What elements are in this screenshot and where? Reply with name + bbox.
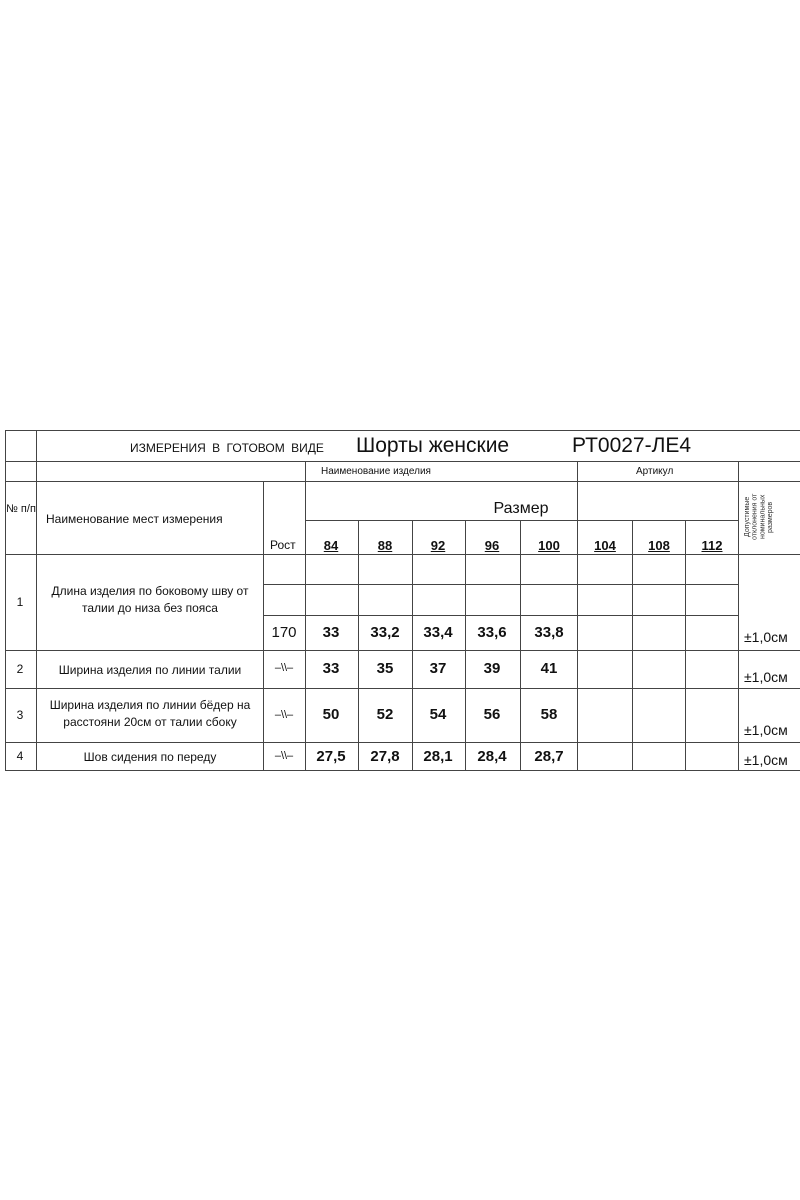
row-height: –\\– (274, 662, 294, 674)
row-value: 41 (540, 660, 558, 677)
row-value: 33,2 (370, 624, 400, 641)
row-tolerance: ±1,0см (744, 722, 788, 738)
grid-line (5, 742, 800, 743)
grid-line (305, 520, 738, 521)
grid-line (5, 688, 800, 689)
row-value: 33,4 (423, 624, 453, 641)
row-value: 37 (429, 660, 447, 677)
row-value: 58 (540, 706, 558, 723)
grid-line (263, 481, 264, 770)
row-value: 28,7 (534, 748, 564, 765)
grid-line (738, 461, 739, 770)
row-measure-name: Ширина изделия по линии талии (58, 663, 242, 677)
grid-line (5, 430, 6, 770)
article-code: РТ0027-ЛЕ4 (572, 434, 692, 457)
row-height: 170 (271, 624, 297, 641)
grid-line (685, 520, 686, 770)
row-number: 2 (16, 662, 24, 676)
grid-line (263, 615, 738, 616)
row-number: 4 (16, 749, 24, 763)
grid-line (358, 520, 359, 770)
row-value: 28,4 (477, 748, 507, 765)
size-header: 88 (377, 538, 393, 553)
grid-line (263, 584, 738, 585)
grid-line (5, 554, 800, 555)
row-value: 39 (483, 660, 501, 677)
grid-line (465, 520, 466, 770)
row-value: 33,6 (477, 624, 507, 641)
row-tolerance: ±1,0см (744, 752, 788, 768)
row-value: 33 (322, 624, 340, 641)
row-height: –\\– (274, 709, 294, 721)
row-value: 54 (429, 706, 447, 723)
row-value: 28,1 (423, 748, 453, 765)
column-measure-name-header: Наименование мест измерения (46, 512, 223, 526)
grid-line (5, 650, 800, 651)
size-header: 108 (648, 538, 670, 553)
column-height-header: Рост (270, 538, 296, 552)
product-name: Шорты женские (356, 434, 510, 457)
article-label: Артикул (636, 466, 674, 477)
grid-line (36, 430, 37, 770)
row-measure-name: Шов сидения по переду (83, 750, 217, 764)
row-height: –\\– (274, 750, 294, 762)
grid-line (412, 520, 413, 770)
column-tolerance-header: Допустимые отклонения от номинальных размеров (744, 493, 775, 541)
size-header: 96 (484, 538, 500, 553)
row-value: 27,5 (316, 748, 346, 765)
grid-line (5, 461, 800, 462)
grid-line (5, 770, 800, 771)
row-value: 52 (376, 706, 394, 723)
row-measure-name: Длина изделия по боковому шву от талии до низа без пояса (51, 584, 249, 616)
row-value: 50 (322, 706, 340, 723)
sheet-caption: ИЗМЕРЕНИЯ В ГОТОВОМ ВИДЕ (130, 441, 324, 455)
row-number: 3 (16, 708, 24, 722)
row-tolerance: ±1,0см (744, 629, 788, 645)
size-header: 104 (594, 538, 616, 553)
product-name-label: Наименование изделия (321, 466, 431, 477)
size-header: 92 (430, 538, 446, 553)
grid-line (632, 520, 633, 770)
row-measure-name: Ширина изделия по линии бёдер на расстояни 20см от талии сбоку (49, 698, 251, 730)
size-header: 112 (701, 538, 723, 553)
row-value: 33 (322, 660, 340, 677)
row-value: 27,8 (370, 748, 400, 765)
size-header: 84 (323, 538, 339, 553)
grid-line (5, 481, 800, 482)
row-value: 56 (483, 706, 501, 723)
row-number: 1 (16, 595, 24, 609)
row-value: 33,8 (534, 624, 564, 641)
grid-line (5, 430, 800, 431)
grid-line (305, 461, 306, 770)
size-header: 100 (538, 538, 560, 553)
row-value: 35 (376, 660, 394, 677)
row-tolerance: ±1,0см (744, 669, 788, 685)
grid-line (577, 461, 578, 770)
column-number-header: № п/п (6, 503, 36, 515)
grid-line (520, 520, 521, 770)
column-size-header: Размер (493, 500, 549, 517)
